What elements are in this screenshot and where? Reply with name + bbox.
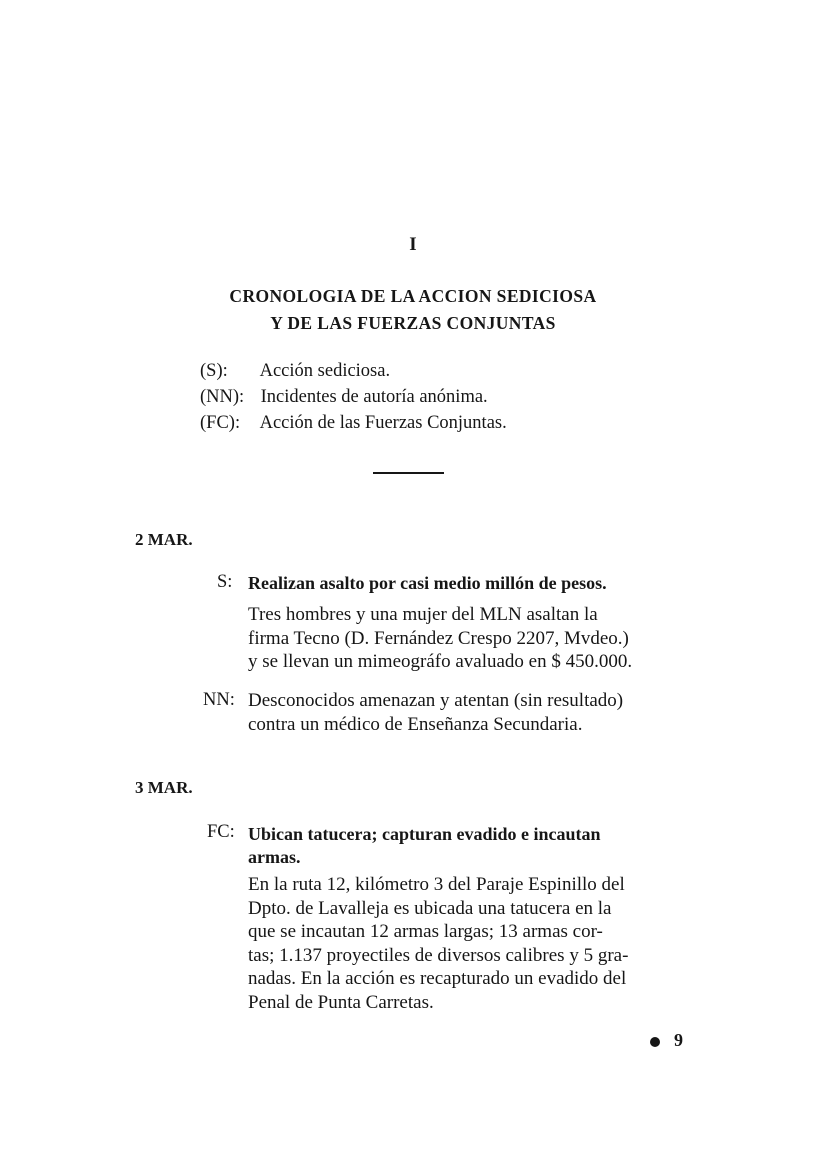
entry-code: S: (217, 572, 233, 592)
entry-code: NN: (203, 690, 235, 710)
entry-heading (248, 823, 692, 869)
body-line: y se llevan un mimeográfo avaluado en $ 450.000. (248, 651, 633, 672)
legend-text: Incidentes de autoría anónima. (260, 387, 488, 407)
entry-code: FC: (207, 822, 235, 842)
entry-date: 3 MAR. (135, 778, 193, 797)
heading-line: Ubican tatucera; capturan evadido e incautan (248, 824, 601, 844)
chapter-number: I (409, 234, 417, 255)
body-line: Desconocidos amenazan y atentan (sin resultado) (248, 690, 624, 711)
chapter-title-line-2: Y DE LAS FUERZAS CONJUNTAS (270, 313, 556, 333)
legend-text: Acción de las Fuerzas Conjuntas. (259, 413, 507, 433)
section-divider (373, 472, 444, 474)
page-number-value: 9 (674, 1030, 683, 1050)
entry-date: 2 MAR. (135, 530, 193, 549)
body-line: Dpto. de Lavalleja es ubicada una tatucera en la (248, 897, 612, 919)
body-line: tas; 1.137 proyectiles de diversos calibres y 5 gra- (248, 944, 629, 966)
legend-text: Acción sediciosa. (259, 361, 391, 381)
body-line: firma Tecno (D. Fernández Crespo 2207, Mvdeo.) (248, 627, 629, 649)
body-line: Tres hombres y una mujer del MLN asaltan la (248, 604, 598, 625)
page-number (650, 1030, 683, 1051)
body-line: Penal de Punta Carretas. (248, 991, 434, 1013)
legend-row-s (200, 361, 390, 382)
bullet-icon (650, 1037, 660, 1047)
body-line: En la ruta 12, kilómetro 3 del Paraje Espinillo del (248, 874, 625, 895)
entry-body (248, 873, 692, 1014)
legend-row-nn (200, 387, 488, 408)
body-line: nadas. En la acción es recapturado un evadido del (248, 968, 627, 989)
entry-body (248, 603, 692, 674)
legend-code: (NN): (200, 387, 245, 407)
legend-row-fc (200, 413, 507, 434)
entry-heading: Realizan asalto por casi medio millón de pesos. (248, 573, 607, 593)
body-line: que se incautan 12 armas largas; 13 armas cor- (248, 921, 603, 942)
legend-code: (S): (200, 361, 228, 381)
legend-code: (FC): (200, 413, 241, 433)
entry-body (248, 689, 692, 736)
body-line: contra un médico de Enseñanza Secundaria. (248, 713, 583, 735)
heading-line: armas. (248, 847, 301, 867)
chapter-title-line-1: CRONOLOGIA DE LA ACCION SEDICIOSA (229, 286, 597, 306)
